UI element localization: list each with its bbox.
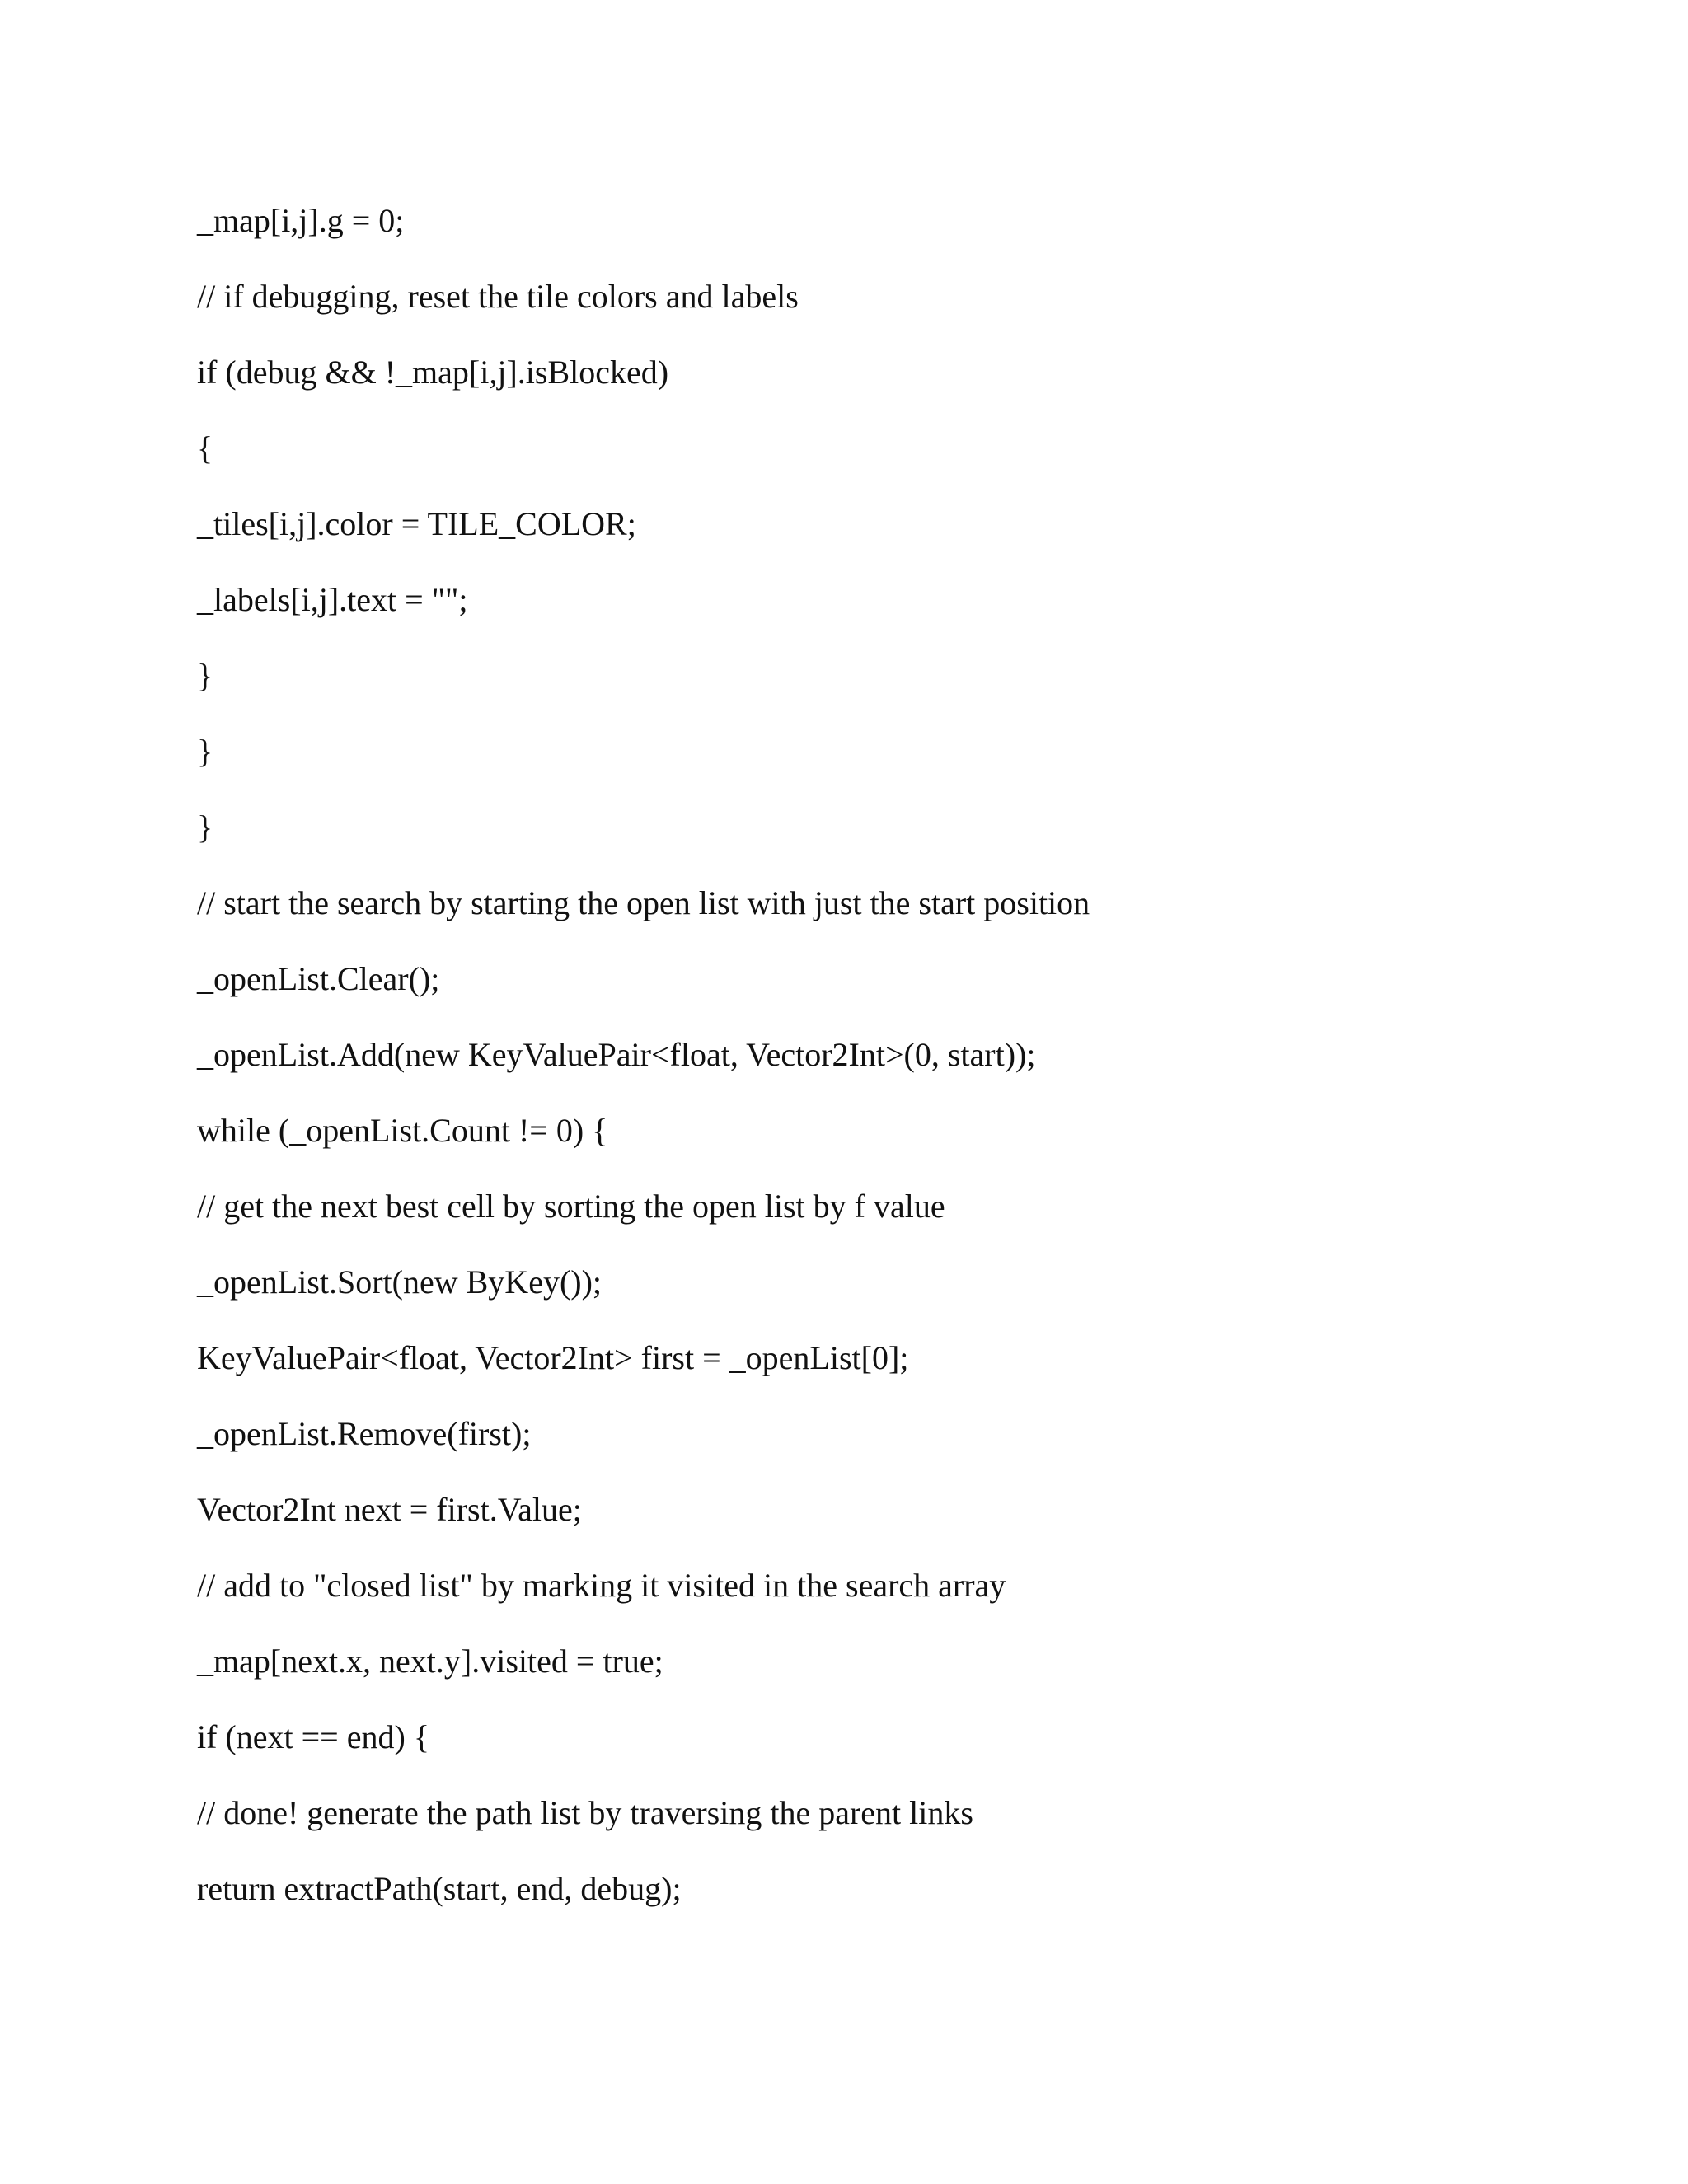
code-line: KeyValuePair<float, Vector2Int> first = _openList[0]; (197, 1339, 909, 1376)
code-line: _labels[i,j].text = ""; (197, 581, 468, 618)
code-line: // start the search by starting the open list with just the start position (197, 884, 1090, 921)
code-line: // done! generate the path list by traversing the parent links (197, 1794, 973, 1831)
code-line: _map[i,j].g = 0; (197, 202, 405, 239)
code-line: Vector2Int next = first.Value; (197, 1491, 582, 1528)
code-line: } (197, 657, 213, 694)
code-line: _tiles[i,j].color = TILE_COLOR; (197, 505, 636, 542)
code-line: _map[next.x, next.y].visited = true; (197, 1643, 663, 1680)
code-line: _openList.Clear(); (197, 960, 440, 997)
code-line: // get the next best cell by sorting the open list by f value (197, 1188, 945, 1225)
code-line: { (197, 429, 213, 466)
code-line: _openList.Remove(first); (197, 1415, 532, 1452)
code-line: // if debugging, reset the tile colors and labels (197, 278, 799, 315)
code-line: while (_openList.Count != 0) { (197, 1112, 608, 1149)
code-line: } (197, 808, 213, 846)
code-line: if (debug && !_map[i,j].isBlocked) (197, 354, 669, 391)
code-text-block (197, 183, 1090, 1927)
code-line: return extractPath(start, end, debug); (197, 1870, 682, 1907)
code-line: if (next == end) { (197, 1718, 430, 1755)
code-line: // add to "closed list" by marking it visited in the search array (197, 1567, 1006, 1604)
code-line: _openList.Add(new KeyValuePair<float, Vector2Int>(0, start)); (197, 1036, 1036, 1073)
code-line: _openList.Sort(new ByKey()); (197, 1263, 603, 1301)
code-line: } (197, 733, 213, 770)
